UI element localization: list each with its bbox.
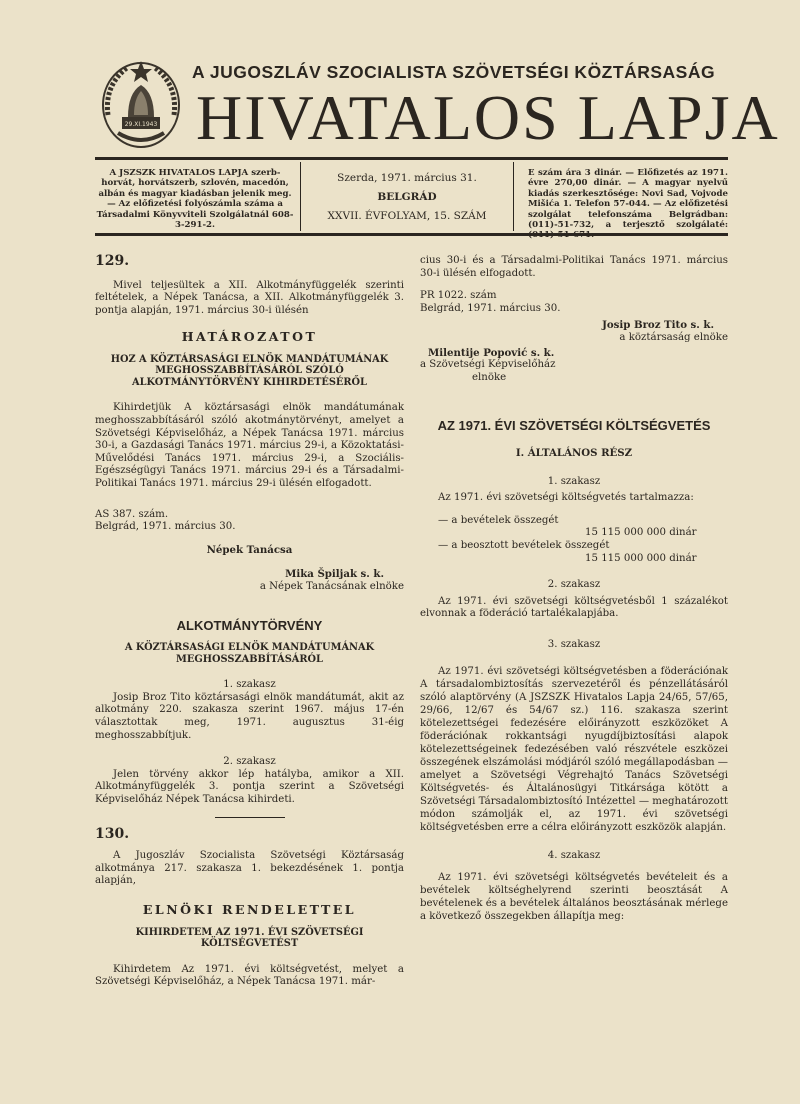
journal-title: HIVATALOS LAPJA (196, 82, 780, 153)
heading-promulgation: KIHIRDETEM AZ 1971. ÉVI SZÖVETSÉGI KÖLTSÉGVETÉST (135, 926, 364, 949)
heading-budget: AZ 1971. ÉVI SZÖVETSÉGI KÖLTSÉGVETÉS (437, 418, 711, 434)
heading-decree: ELNÖKI RENDELETTEL (142, 901, 357, 917)
paragraph: Mivel teljesültek a XII. Alkotmányfüggelék szerinti feltételek, a Népek Tanácsa, a XII. Alkotmányfüggelék 3. pontja alapján, 1971. március 30-i ülésén (95, 279, 404, 316)
section-label: 1. szakasz (547, 475, 601, 487)
reference-number: AS 387. szám. (95, 508, 169, 520)
signature-role: a Népek Tanácsának elnöke (259, 581, 404, 592)
subscription-info-left: A JSZSZK HIVATALOS LAPJA szerb-horvát, horvátszerb, szlovén, macedón, albán és magyar kiadásban jelenik meg. — Az előfizetési folyószámla száma a Társadalmi Könyvviteli Szolgálatnál 608-3-291-2. (96, 168, 294, 231)
divider (215, 817, 285, 818)
emblem-date: 29.XI.1943 (124, 121, 158, 128)
section-label: 1. szakasz (223, 679, 276, 691)
paragraph: Kihirdetjük A köztársasági elnök mandátumának meghosszabbításáról szóló akotmánytörvényt, amelyet a Szövetségi Képviselőház, a Népek Tanácsa 1971. március 30-i, a Gazdasági Tanács 1971. március 29-i, a Közoktatási-Művelődési Tanács 1971. március 29-i, a Szociális-Egészségügyi Tanács 1971. március 29-i és a Társadalmi-Politikai Tanács 1971. március 29-i ülésén elfogadott. (95, 402, 404, 490)
body-name: Népek Tanácsa (206, 543, 293, 556)
distributed-value: 15 115 000 000 dinár (585, 552, 697, 564)
header-divider-left (300, 162, 301, 231)
paragraph: Az 1971. évi szövetségi költségvetés tartalmazza: (438, 492, 694, 504)
issue-info (305, 171, 509, 223)
subscription-info-right: E szám ára 3 dinár. — Előfizetés az 1971. évre 270,00 dinár. — A magyar nyelvű kiadás szerkesztősége: Novi Sad, Vojvode Mišića 1. Telefon 57-044. — Az előfizetési szolgálat telefonszáma Belgrádban: (011)-51-732, a terjesztő szolgálaté: (011)-51-671. (528, 168, 728, 241)
signature: Mika Špiljak s. k. (285, 568, 384, 581)
section-label: 2. szakasz (223, 756, 276, 768)
republic-title: A JUGOSZLÁV SZOCIALISTA SZÖVETSÉGI KÖZTÁRSASÁG (192, 62, 716, 82)
issue-date: Szerda, 1971. március 31. (337, 172, 477, 184)
item-number-129: 129. (95, 253, 130, 269)
revenue-value: 15 115 000 000 dinár (585, 527, 697, 539)
paragraph: Az 1971. évi szövetségi költségvetésben a föderációnak A társadalombiztosítás szervezetéről és pénzellátásáról szóló alaptörvény (A JSZSZK Hivatalos Lapja 24/65, 57/65, 29/66, 12/67 és 54/67 sz.) 116. szakasza szerint kötelezettségei fedezésére előirányzott eszközöket A föderációnak rokkantsági nyugdíjbiztosítási alapok kötelezettségeinek fedezésében való részvétele eszközei összegének elszámolási módjáról szóló megállapodásban — amelyet a Szövetségi Végrehajtó Tanács Szövetségi Költségvetés- és Általánosügyi Titkársága kötött a Szövetségi Társadalombiztosító Intézettel — meghatározott módon számolják el, az 1971. évi szövetségi költségvetésben erre a célra előirányzott eszközök alapján. (420, 666, 728, 834)
heading-law-subtitle: A KÖZTÁRSASÁGI ELNÖK MANDÁTUMÁNAK MEGHOSSZABBÍTÁSÁRÓL (124, 642, 375, 665)
signature-popovic: Milentije Popović s. k. (428, 346, 555, 359)
heading-constitutional-law: ALKOTMÁNYTÖRVÉNY (176, 617, 323, 633)
place-date: Belgrád, 1971. március 30. (420, 302, 561, 314)
distributed-label: — a beosztott bevételek összegét (438, 539, 610, 551)
heading-hatarozatot: HATÁROZATOT (181, 329, 318, 345)
signature-popovic-role2: elnöke (472, 371, 507, 383)
right-column (420, 255, 728, 923)
paragraph: Josip Broz Tito köztársasági elnök mandátumát, akit az alkotmány 220. szakasza szerint 1967. május 17-én választottak meg, 1971. augusztus 31-éig meghosszabbítjuk. (95, 691, 404, 741)
state-emblem-icon (98, 55, 184, 151)
revenue-label: — a bevételek összegét (438, 514, 559, 526)
place-date: Belgrád, 1971. március 30. (95, 521, 236, 533)
paragraph: A Jugoszláv Szocialista Szövetségi Köztársaság alkotmánya 217. szakasza 1. bekezdésének 1. pontja alapján, (95, 850, 404, 887)
issue-volume: XXVII. ÉVFOLYAM, 15. SZÁM (327, 210, 487, 222)
signature-popovic-role: a Szövetségi Képviselőház (420, 359, 556, 371)
paragraph: Kihirdetem Az 1971. évi költségvetést, melyet a Szövetségi Képviselőház, a Népek Tanácsa 1971. már- (95, 963, 404, 988)
left-column (95, 255, 404, 989)
header-divider-right (513, 162, 514, 231)
header-rule-top (95, 157, 728, 160)
paragraph: Jelen törvény akkor lép hatályba, amikor a XII. Alkotmányfüggelék 3. pontja szerint a Szövetségi Képviselőház Népek Tanácsa kihirdeti. (95, 768, 404, 805)
paragraph: Az 1971. évi szövetségi költségvetésből 1 százalékot elvonnak a föderáció tartalékalapjába. (420, 595, 728, 620)
section-label: 3. szakasz (547, 638, 601, 650)
signature-tito: Josip Broz Tito s. k. (602, 319, 714, 332)
paragraph: cius 30-i és a Társadalmi-Politikai Tanács 1971. március 30-i ülésén elfogadott. (420, 255, 728, 279)
signature-tito-role: a köztársaság elnöke (619, 331, 728, 343)
paragraph: Az 1971. évi szövetségi költségvetés bevételeit és a bevételek költséghelyrend szerinti beosztását A bevételenek és a bevételek általános beosztásának mérlege a következő összegekben állapítja meg: (420, 872, 728, 923)
reference-number: PR 1022. szám (420, 290, 497, 302)
heading-decision: HOZ A KÖZTÁRSASÁGI ELNÖK MANDÁTUMÁNAK MEGHOSSZABBÍTÁSÁRÓL SZÓLÓ ALKOTMÁNYTÖRVÉNY KIHIRDETÉSÉRŐL (110, 353, 389, 388)
section-label: 2. szakasz (547, 579, 601, 591)
heading-general-part: I. ÁLTALÁNOS RÉSZ (515, 446, 633, 459)
section-label: 4. szakasz (547, 850, 601, 862)
issue-city: BELGRÁD (377, 191, 437, 203)
item-number-130: 130. (95, 825, 130, 842)
